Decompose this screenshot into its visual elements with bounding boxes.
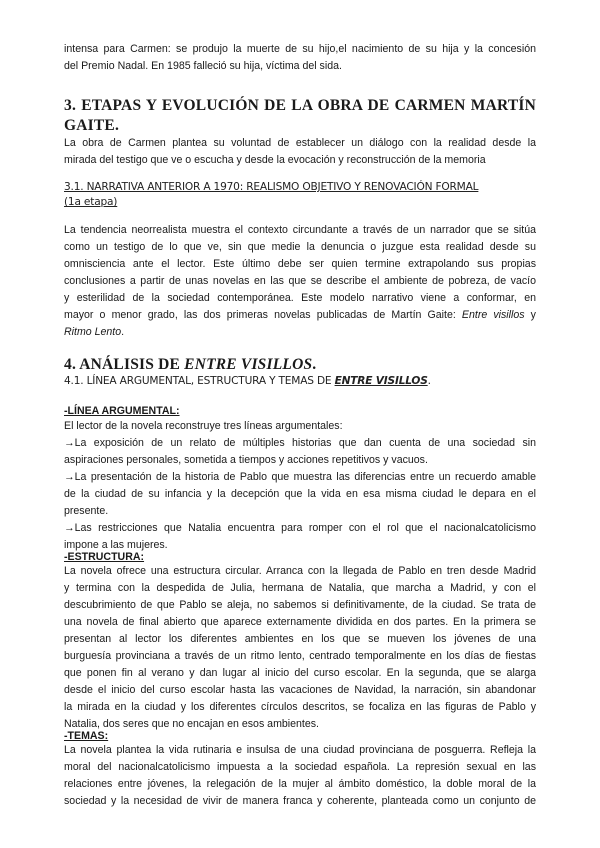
section-3-heading [64,96,536,136]
body-line: una novela de final abierto que aparece externamente dividida en dos partes. En la primera se [64,616,536,628]
section-3-heading-line-1: 3. ETAPAS Y EVOLUCIÓN DE LA OBRA DE CARMEN MARTÍN [64,97,536,114]
body-line: La novela plantea la vida rutinaria e insulsa de una ciudad provinciana de posguerra. Refleja la [64,744,536,756]
body-line: moral del nacionalcatolicismo impuesta a la sociedad española. La represión sexual en las [64,761,536,773]
temas-body [64,742,536,810]
label-text: -LÍNEA ARGUMENTAL: [64,405,180,417]
body-line: que ponen fin al verano y dan lugar al inicio del curso escolar. En la segunda, que se alarga [64,667,536,679]
heading-text: 4. ANÁLISIS DE [64,356,185,373]
subheading-text: . [427,375,431,387]
subsection-3-1-heading [64,180,536,210]
novel-title: ENTRE VISILLOS [334,375,428,387]
intro-line-1: intensa para Carmen: se produjo la muerte de su hijo,el nacimiento de su hija y la concesión [64,43,536,55]
body-line: desde el inicio del curso escolar hasta las vacaciones de Navidad, la narración, sin abandonar [64,684,536,696]
body-line: conclusiones a partir de unas novelas en las que se describe el ambiente de pobreza, de vacío [64,275,536,287]
section-3-body [64,222,536,341]
argumental-label [64,404,180,419]
section-4-heading [64,355,536,375]
body-line: de la ciudad de su infancia y la decepción que la vida en esa misma ciudad le depara en el [64,488,536,500]
body-line: →Las restricciones que Natalia encuentra para romper con el rol que el nacionalcatolicismo [64,522,536,534]
body-line: presente. [64,505,109,517]
body-text: mayor o menor grado, las dos primeras novelas publicadas de Martín Gaite: [64,309,462,321]
body-line: sociedad y la necesidad de vivir de manera franca y coherente, planteada como un conjunto de [64,795,536,807]
label-text: -TEMAS: [64,730,109,742]
section-3-intro-line-2: mirada del testigo que ve o escucha y desde la evocación y reconstrucción de la memoria [64,154,486,166]
subsection-4-1-line [64,374,536,389]
subsection-4-1-heading [64,374,536,389]
estructura-body [64,563,536,733]
section-3-heading-line-2: GAITE. [64,117,120,134]
body-line: La tendencia neorrealista muestra el contexto circundante a través de un narrador que se sitúa [64,224,536,236]
body-line: la mirada en la ciudad y los diferentes círculos descritos, se focaliza en las figuras de Pablo y [64,701,536,713]
body-line: como un testigo de lo que ve, sin que medie la denuncia o juzgue esta realidad desde su [64,241,536,253]
argumental-body [64,418,536,554]
novel-title: Ritmo Lento [64,326,122,338]
body-text: y [524,309,536,321]
body-line: burguesía provinciana a través de un ritmo lento, centrado temporalmente en los días de fiestas [64,650,536,662]
intro-line-2: del Premio Nadal. En 1985 falleció su hija, víctima del sida. [64,60,342,72]
body-line [64,324,536,341]
subheading-text: 4.1. LÍNEA ARGUMENTAL, ESTRUCTURA Y TEMAS DE [64,375,335,387]
section-4-heading-line [64,355,536,375]
body-line: La novela ofrece una estructura circular. Arranca con la llegada de Pablo en tren desde Madrid [64,565,536,577]
body-line: Natalia, dos seres que no encajan en esos ambientes. [64,718,320,730]
body-line: El lector de la novela reconstruye tres líneas argumentales: [64,420,343,432]
body-line: y termina con la despedida de Julia, hermana de Natalia, que marcha a Madrid, y con el [64,582,536,594]
section-3-intro [64,135,536,169]
body-line: presentan al lector los diferentes ambientes en los que se mueven los jóvenes de una [64,633,536,645]
section-3-intro-line-1: La obra de Carmen plantea su voluntad de establecer un diálogo con la realidad desde la [64,137,536,149]
body-line: aspiraciones personales, sometida a tiempos y acciones repetitivos y vacuos. [64,454,428,466]
body-line [64,307,536,324]
intro-paragraph [64,41,536,75]
subsection-3-1-line-1: 3.1. NARRATIVA ANTERIOR A 1970: REALISMO OBJETIVO Y RENOVACIÓN FORMAL [64,181,479,193]
novel-title: Entre visillos [461,309,525,321]
body-line: →La exposición de un relato de múltiples historias que dan cuenta de una sociedad sin [64,437,536,449]
subsection-3-1-line-2: (1a etapa) [64,196,118,208]
body-text: . [121,326,125,338]
body-line: omnisciencia ante el lector. Este último debe ser quien termine extrapolando sus propias [64,258,536,270]
body-line: y esterilidad de la sociedad contemporánea. Este modelo narrativo viene a conformar, en [64,292,536,304]
novel-title: ENTRE VISILLOS [184,356,313,373]
body-line: relaciones entre jóvenes, la relegación de la mujer al ámbito doméstico, la doble moral de la [64,778,536,790]
heading-text: . [312,356,317,373]
label-text: -ESTRUCTURA: [64,551,145,563]
body-line: impone a las mujeres. [64,539,168,551]
body-line: descubrimiento de que Pablo se aleja, no sabemos si definitivamente, de la ciudad. Se trata de [64,599,536,611]
body-line: →La presentación de la historia de Pablo que muestra las diferencias entre un recuerdo amable [64,471,536,483]
